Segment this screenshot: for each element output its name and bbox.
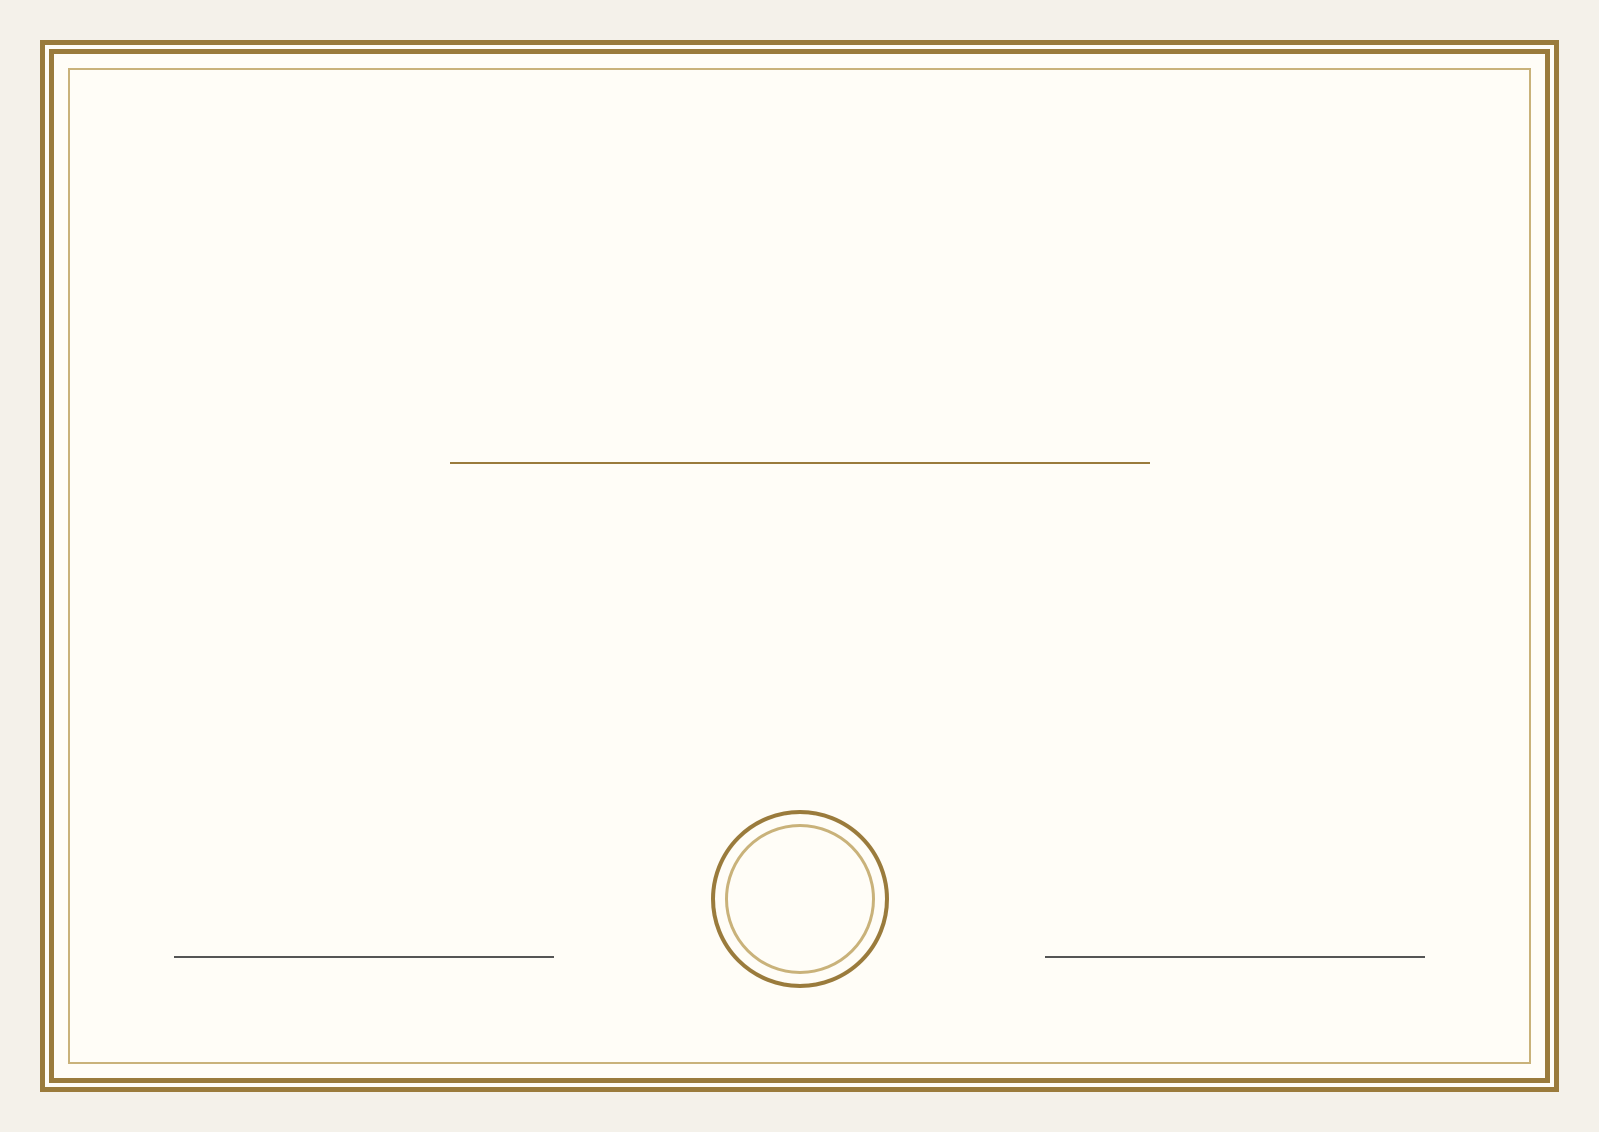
date-line xyxy=(174,956,554,958)
recipient-name xyxy=(450,388,1150,464)
certificate-footer xyxy=(174,810,1425,988)
date-caption xyxy=(174,966,554,988)
signature-value xyxy=(1045,922,1425,950)
signature-line xyxy=(1045,956,1425,958)
certificate-sheet xyxy=(40,40,1559,1092)
date-value xyxy=(174,922,554,950)
date-block xyxy=(174,922,554,988)
signature-caption xyxy=(1045,966,1425,988)
signature-block xyxy=(1045,922,1425,988)
seal-emblem xyxy=(711,810,889,988)
